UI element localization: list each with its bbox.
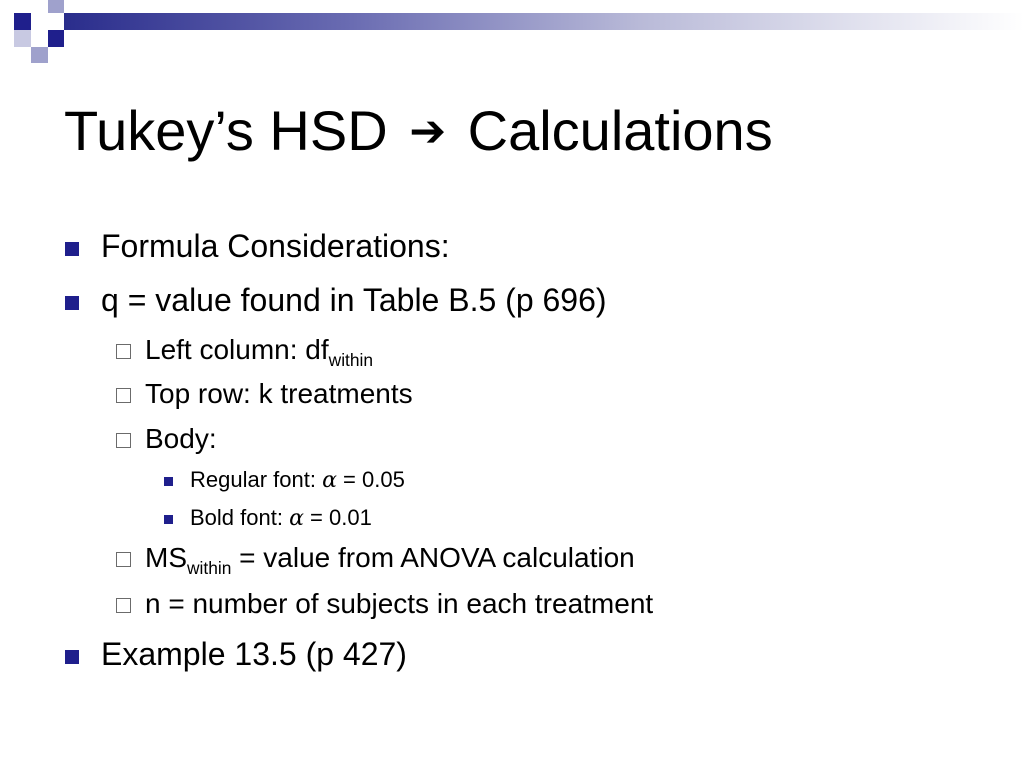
hollow-square-bullet-icon (116, 433, 131, 448)
subbullet-ms-within (145, 541, 635, 579)
subsubbullet-regular-font (190, 466, 405, 495)
square-bullet-icon (164, 515, 173, 524)
bullet-text: n = number of subjects in each treatment (145, 588, 654, 619)
hollow-square-bullet-icon (116, 552, 131, 567)
bullet-formula-considerations (101, 226, 450, 266)
subsubbullet-bold-font (190, 504, 372, 533)
square-bullet-icon (164, 477, 173, 486)
bullet-text-value: = 0.01 (303, 505, 372, 530)
hollow-square-bullet-icon (116, 598, 131, 613)
bullet-text: = value from ANOVA calculation (231, 542, 635, 573)
subscript-within: within (328, 350, 374, 371)
square-bullet-icon (65, 296, 79, 310)
bullet-text: Regular font: (190, 467, 323, 492)
square-bullet-icon (65, 242, 79, 256)
bullet-text: Body: (145, 423, 217, 454)
alpha-symbol: α (322, 468, 337, 493)
bullet-example (101, 634, 407, 674)
subbullet-body (145, 422, 217, 456)
subscript-within: within (187, 558, 232, 579)
bullet-text: Left column: df (145, 334, 329, 365)
arrow-right-icon: ➔ (409, 106, 447, 157)
subbullet-n-subjects (145, 587, 653, 621)
bullet-text-ms: MS (145, 542, 187, 573)
bullet-text: Formula Considerations: (101, 228, 450, 264)
bullet-text: q = value found in Table B.5 (p 696) (101, 282, 607, 318)
square-bullet-icon (65, 650, 79, 664)
bullet-text: Bold font: (190, 505, 290, 530)
title-text-left: Tukey’s HSD (64, 99, 388, 162)
bullet-text: Example 13.5 (p 427) (101, 636, 407, 672)
bullet-text-value: = 0.05 (336, 467, 405, 492)
subbullet-left-column (145, 333, 374, 371)
title-text-right: Calculations (467, 99, 773, 162)
hollow-square-bullet-icon (116, 344, 131, 359)
alpha-symbol: α (289, 506, 304, 531)
subbullet-top-row (145, 377, 413, 411)
bullet-text: Top row: k treatments (145, 378, 413, 409)
hollow-square-bullet-icon (116, 388, 131, 403)
bullet-q-value (101, 280, 607, 320)
